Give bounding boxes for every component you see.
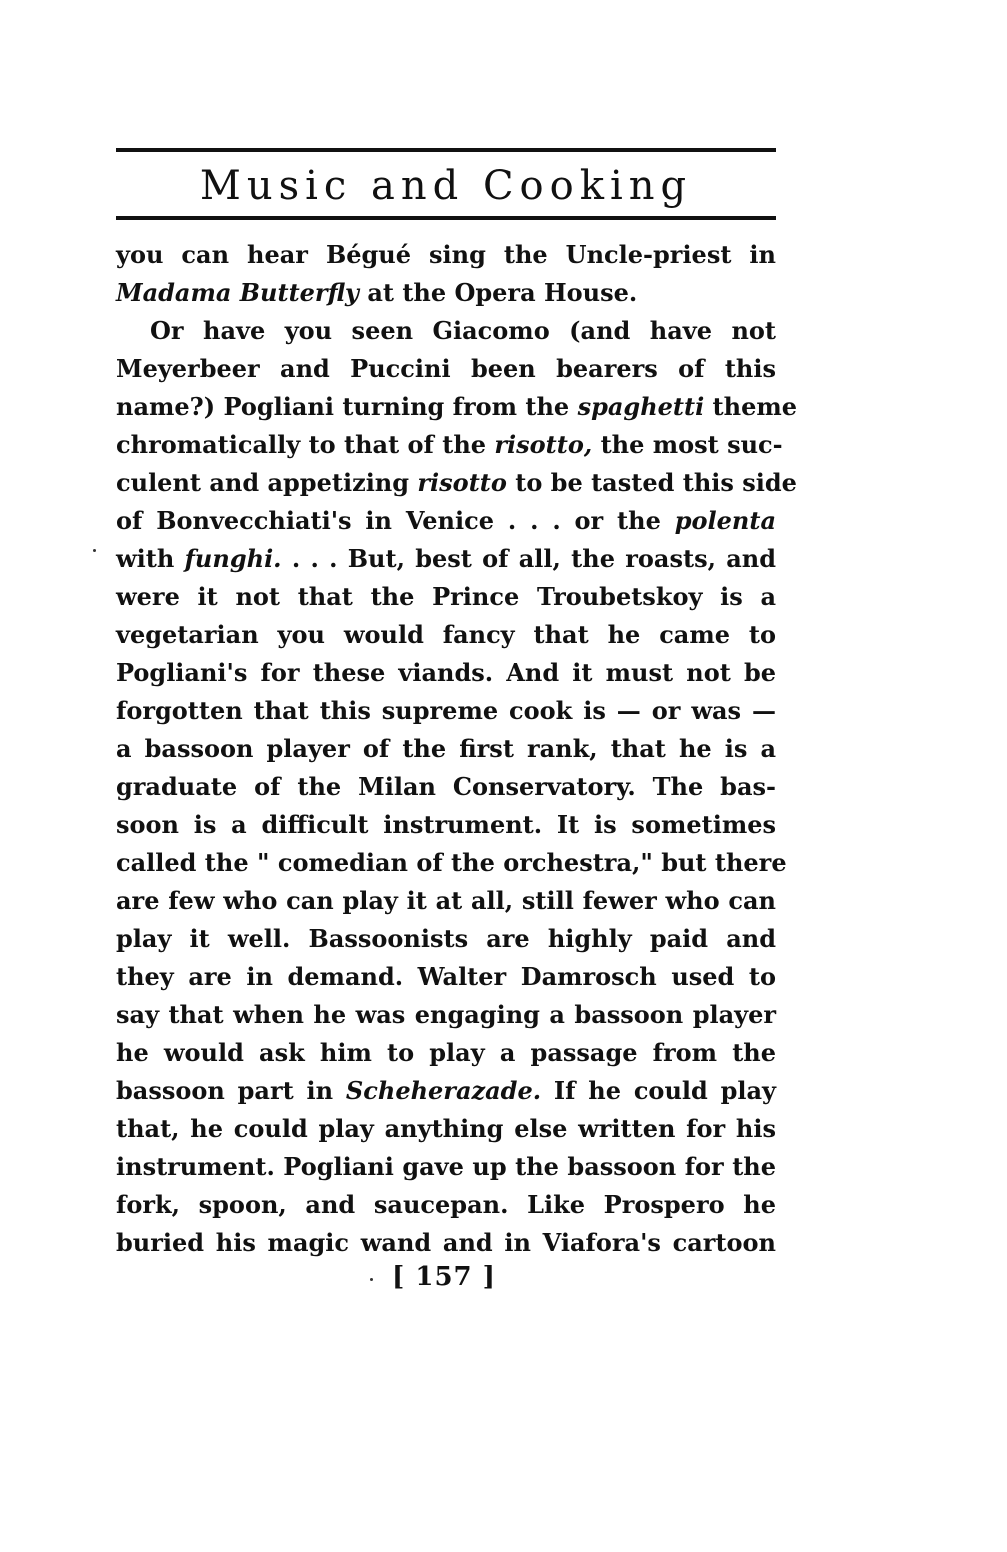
italic-text: funghi. [184, 544, 282, 573]
italic-text: risotto [417, 468, 507, 497]
text-line [116, 502, 776, 540]
text-run: soon is a difficult instrument. It is sometimes [116, 810, 776, 839]
text-run: are few who can play it at all, still fewer who can [116, 886, 776, 915]
text-run: he would ask him to play a passage from the [116, 1038, 776, 1067]
text-run: play it well. Bassoonists are highly paid and [116, 924, 776, 953]
text-run: at the Opera House. [358, 278, 638, 307]
text-line [116, 350, 776, 388]
text-run: that, he could play anything else written for his [116, 1114, 776, 1143]
paragraph-1 [116, 236, 776, 312]
text-run: bassoon part in [116, 1076, 346, 1105]
text-line [116, 882, 776, 920]
text-line [116, 540, 776, 578]
text-line [116, 654, 776, 692]
text-run: they are in demand. Walter Damrosch used to [116, 962, 776, 991]
text-line [116, 616, 776, 654]
text-line [116, 806, 776, 844]
text-line [116, 730, 776, 768]
page-number: [ 157 ] [392, 1262, 496, 1292]
text-run: forgotten that this supreme cook is — or was — [116, 696, 776, 725]
text-line [116, 844, 787, 882]
text-line [116, 274, 776, 312]
text-run: of Bonvecchiati's in Venice . . . or the [116, 506, 675, 535]
text-line [116, 312, 776, 350]
text-run: were it not that the Prince Troubetskoy is a [116, 582, 776, 611]
text-run: say that when he was engaging a bassoon player [116, 1000, 776, 1029]
text-line [116, 1186, 776, 1224]
text-line [116, 920, 776, 958]
text-line [116, 996, 776, 1034]
text-run: the most suc- [592, 430, 783, 459]
body-text [116, 236, 798, 1262]
header-rule-bottom [116, 216, 776, 220]
margin-speck [370, 1278, 373, 1281]
italic-text: spaghetti [577, 392, 705, 421]
text-run: to be tasted this side [506, 468, 797, 497]
text-run: graduate of the Milan Conservatory. The bas- [116, 772, 776, 801]
text-run: vegetarian you would fancy that he came to [116, 620, 776, 649]
text-line [116, 1072, 776, 1110]
italic-text: polenta [674, 506, 776, 535]
italic-text: Madama Butterfly [116, 278, 359, 307]
text-run: Pogliani's for these viands. And it must not be [116, 658, 776, 687]
text-run: . . . But, best of all, the roasts, and [281, 544, 777, 573]
text-line [116, 1148, 776, 1186]
text-run: Meyerbeer and Puccini been bearers of this [116, 354, 776, 383]
text-run: Or have you seen Giacomo (and have not [150, 316, 776, 345]
text-run: instrument. Pogliani gave up the bassoon for the [116, 1152, 776, 1181]
text-run: chromatically to that of the [116, 430, 495, 459]
text-run: name?) Pogliani turning from the [116, 392, 578, 421]
text-run: called the " comedian of the orchestra," but there [116, 848, 787, 877]
text-run: a bassoon player of the first rank, that he is a [116, 734, 776, 763]
text-run: you can hear Bégué sing the Uncle-priest in [116, 240, 776, 269]
text-run: buried his magic wand and in Viafora's cartoon [116, 1228, 776, 1257]
text-line [116, 1034, 776, 1072]
text-line [116, 1110, 776, 1148]
margin-speck [93, 549, 96, 552]
text-line [116, 578, 776, 616]
italic-text: Scheherazade. [345, 1076, 542, 1105]
text-line [116, 1224, 776, 1262]
text-line [116, 388, 798, 426]
text-run: theme [704, 392, 798, 421]
text-run: fork, spoon, and saucepan. Like Prospero he [116, 1190, 776, 1219]
text-line [116, 692, 776, 730]
paragraph-2 [116, 312, 798, 1262]
text-line [116, 958, 776, 996]
italic-text: risotto, [494, 430, 593, 459]
text-line [116, 236, 776, 274]
text-line [116, 768, 776, 806]
book-page [116, 148, 798, 1262]
text-run: with [116, 544, 185, 573]
text-line [116, 426, 783, 464]
header-rule-top [116, 148, 776, 152]
text-run: If he could play [541, 1076, 777, 1105]
running-head: Music and Cooking [199, 163, 693, 209]
text-line [116, 464, 797, 502]
text-run: culent and appetizing [116, 468, 418, 497]
